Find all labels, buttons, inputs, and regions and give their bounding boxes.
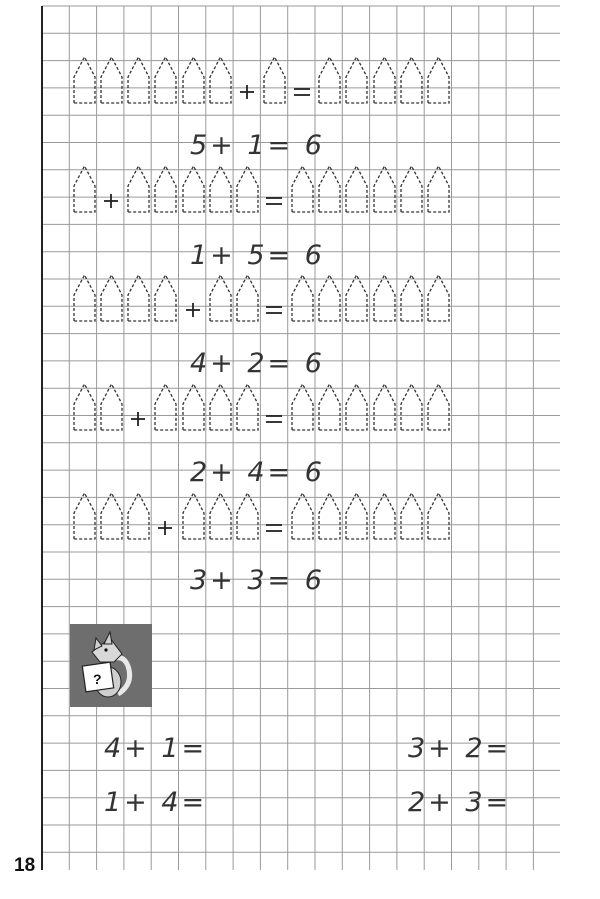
dashed-house <box>374 57 395 103</box>
dashed-house <box>183 493 204 539</box>
dashed-house <box>374 384 395 430</box>
dashed-house <box>101 275 122 321</box>
dashed-house <box>264 57 285 103</box>
dashed-house <box>319 384 340 430</box>
dashed-house <box>428 384 449 430</box>
dashed-house <box>428 166 449 212</box>
dashed-house <box>401 493 422 539</box>
dashed-house <box>210 384 231 430</box>
dashed-house <box>401 166 422 212</box>
dashed-house <box>319 493 340 539</box>
dashed-house <box>101 493 122 539</box>
dashed-house <box>346 275 367 321</box>
dashed-house <box>292 384 313 430</box>
dashed-house <box>155 166 176 212</box>
dashed-house <box>101 57 122 103</box>
fox-question-picture <box>70 624 152 707</box>
exercise-left-2: 1+ 4= <box>104 787 208 818</box>
dashed-house <box>74 57 95 103</box>
exercise-left-1: 4+ 1= <box>104 733 208 764</box>
dashed-house <box>428 275 449 321</box>
question-sign: ? <box>93 671 102 687</box>
dashed-house <box>374 275 395 321</box>
equation-4: 2+ 4= 6 <box>190 457 325 488</box>
dashed-house <box>374 493 395 539</box>
equation-1: 5+ 1= 6 <box>190 130 325 161</box>
dashed-house <box>183 384 204 430</box>
dashed-house <box>237 166 258 212</box>
equation-3: 4+ 2= 6 <box>190 348 325 379</box>
dashed-house <box>155 384 176 430</box>
dashed-house <box>346 57 367 103</box>
dashed-house <box>292 275 313 321</box>
dashed-house <box>210 166 231 212</box>
dashed-house <box>237 493 258 539</box>
dashed-house <box>428 57 449 103</box>
dashed-house <box>237 275 258 321</box>
dashed-house <box>128 57 149 103</box>
dashed-house <box>155 275 176 321</box>
dashed-house <box>128 166 149 212</box>
dashed-house <box>374 166 395 212</box>
exercise-right-1: 3+ 2= <box>408 733 512 764</box>
dashed-house <box>74 493 95 539</box>
dashed-house <box>155 57 176 103</box>
dashed-house <box>292 493 313 539</box>
dashed-house <box>183 166 204 212</box>
dashed-house <box>183 57 204 103</box>
dashed-house <box>401 57 422 103</box>
dashed-house <box>128 493 149 539</box>
equation-2: 1+ 5= 6 <box>190 240 325 271</box>
dashed-house <box>319 275 340 321</box>
dashed-house <box>428 493 449 539</box>
dashed-house <box>101 384 122 430</box>
dashed-house <box>237 384 258 430</box>
dashed-house <box>346 166 367 212</box>
dashed-house <box>210 57 231 103</box>
dashed-house <box>319 57 340 103</box>
dashed-house <box>128 275 149 321</box>
dashed-house <box>74 275 95 321</box>
exercise-right-2: 2+ 3= <box>408 787 512 818</box>
dashed-house <box>292 166 313 212</box>
dashed-house <box>74 384 95 430</box>
dashed-house <box>210 275 231 321</box>
dashed-house <box>401 384 422 430</box>
dashed-house <box>210 493 231 539</box>
dashed-house <box>346 384 367 430</box>
page-number: 18 <box>14 855 36 876</box>
equation-5: 3+ 3= 6 <box>190 565 325 596</box>
dashed-house <box>346 493 367 539</box>
dashed-house <box>74 166 95 212</box>
dashed-house <box>401 275 422 321</box>
dashed-house <box>319 166 340 212</box>
